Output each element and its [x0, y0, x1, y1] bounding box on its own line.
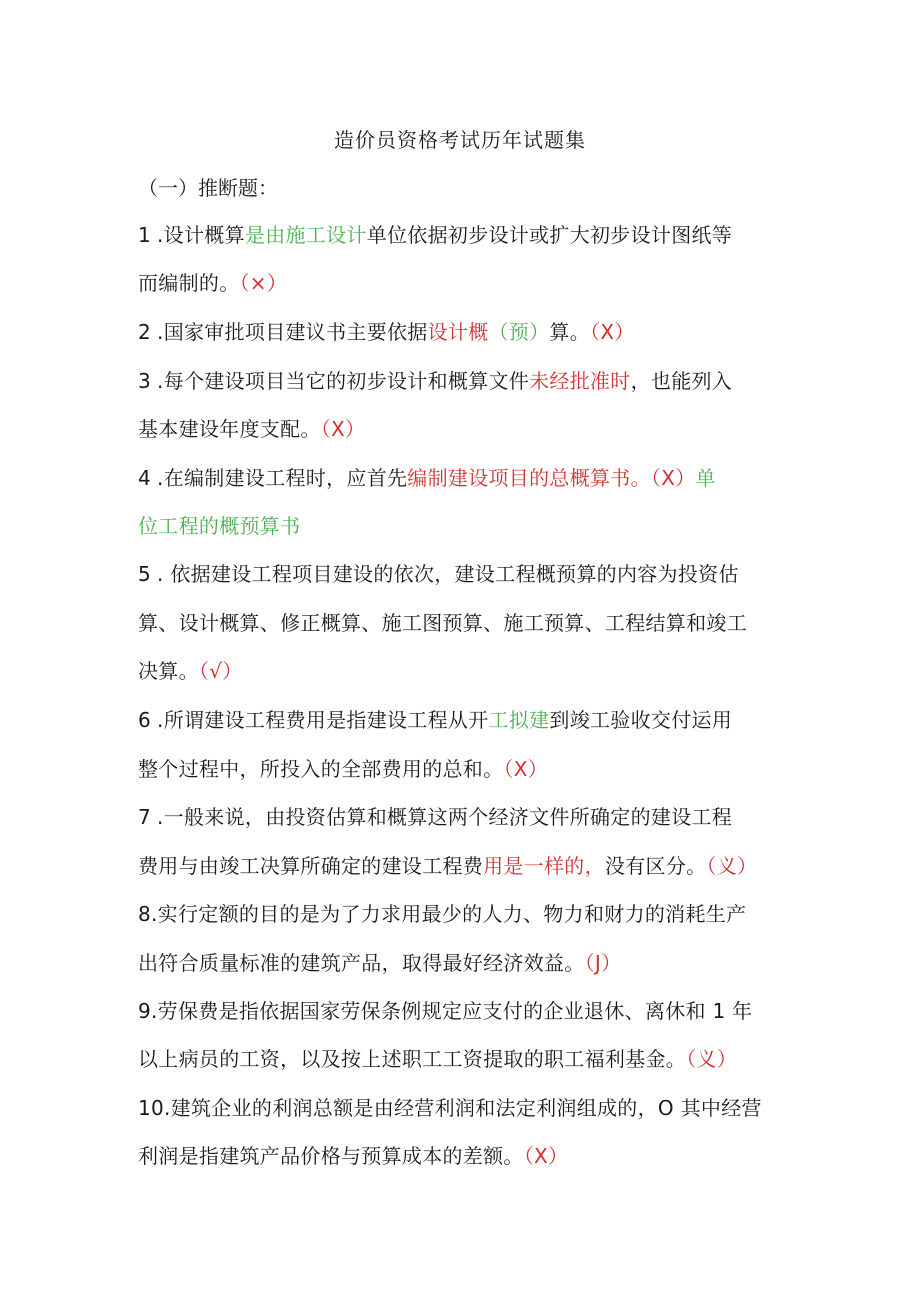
- question-5-line-3: 决算。（√）: [138, 659, 243, 683]
- answer-mark: （义）: [686, 1047, 738, 1071]
- highlight-green: （预）: [488, 320, 550, 344]
- question-5-line-1: 5 . 依据建设工程项目建设的依次，建设工程概预算的内容为投资估: [138, 562, 739, 586]
- correction-green: 位工程的概预算书: [138, 514, 301, 538]
- highlight-red: 用是一样的，: [483, 854, 605, 878]
- highlight-green: 工拟建: [488, 708, 550, 732]
- question-4-line-2: [138, 510, 300, 539]
- answer-mark: （×）: [239, 271, 288, 295]
- answer-mark: （X）: [590, 320, 635, 344]
- question-8-line-2: 出符合质量标准的建筑产品，取得最好经济效益。（J）: [138, 951, 622, 975]
- question-6-line-1: 6 .所谓建设工程费用是指建设工程从开工拟建到竣工验收交付运用: [138, 708, 733, 732]
- question-number: 7: [138, 805, 152, 829]
- question-9-line-1: 9.劳保费是指依据国家劳保条例规定应支付的企业退休、离休和 1 年: [138, 999, 753, 1023]
- question-3-line-1: 3 .每个建设项目当它的初步设计和概算文件未经批准时，也能列入: [138, 369, 733, 393]
- page-title: 造价员资格考试历年试题集: [334, 128, 586, 152]
- highlight-red: 设计概: [427, 320, 489, 344]
- answer-mark: （X）: [320, 417, 366, 441]
- question-number: 6: [138, 708, 152, 732]
- question-7-line-2: 费用与由竣工决算所确定的建设工程费用是一样的，没有区分。（义）: [138, 854, 758, 878]
- question-8-line-1: 8.实行定额的目的是为了力求用最少的人力、物力和财力的消耗生产: [138, 902, 747, 926]
- answer-mark: （义）: [706, 854, 758, 878]
- answer-mark: （X）: [503, 757, 549, 781]
- question-10-line-1: 10.建筑企业的利润总额是由经营利润和法定利润组成的，O 其中经营: [138, 1096, 762, 1120]
- question-2-line-1: 2 .国家审批项目建议书主要依据设计概（预）算。（X）: [138, 320, 635, 344]
- answer-mark: （X）: [650, 466, 696, 490]
- question-number: 4: [138, 466, 152, 490]
- question-number: 1: [138, 223, 152, 247]
- question-9-line-2: 以上病员的工资，以及按上述职工工资提取的职工福利基金。（义）: [138, 1047, 738, 1071]
- correction-green: 单: [695, 466, 716, 490]
- answer-mark: （X）: [523, 1144, 569, 1168]
- question-1-line-1: 1 .设计概算是由施工设计单位依据初步设计或扩大初步设计图纸等: [138, 223, 733, 247]
- highlight-red: 编制建设项目的总概算书。: [407, 466, 651, 490]
- question-5-line-2: 算、设计概算、修正概算、施工图预算、施工预算、工程结算和竣工: [138, 611, 747, 635]
- answer-mark: （J）: [584, 951, 622, 975]
- highlight-red: 未经批准时: [529, 369, 631, 393]
- question-number: 5: [138, 562, 152, 586]
- question-6-line-2: 整个过程中，所投入的全部费用的总和。（X）: [138, 757, 549, 781]
- question-3-line-2: 基本建设年度支配。（X）: [138, 417, 366, 441]
- question-number: 3: [138, 369, 152, 393]
- section-heading: （一）推断题：: [138, 176, 278, 200]
- question-10-line-2: 利润是指建筑产品价格与预算成本的差额。（X）: [138, 1144, 569, 1168]
- question-7-line-1: 7 .一般来说，由投资估算和概算这两个经济文件所确定的建设工程: [138, 805, 733, 829]
- highlight-green: 是由施工设计: [244, 223, 367, 247]
- question-4-line-1: 4 .在编制建设工程时，应首先编制建设项目的总概算书。（X）单: [138, 466, 716, 490]
- answer-mark: （√）: [198, 659, 243, 683]
- question-number: 2: [138, 320, 152, 344]
- question-1-line-2: 而编制的。（×）: [138, 271, 288, 295]
